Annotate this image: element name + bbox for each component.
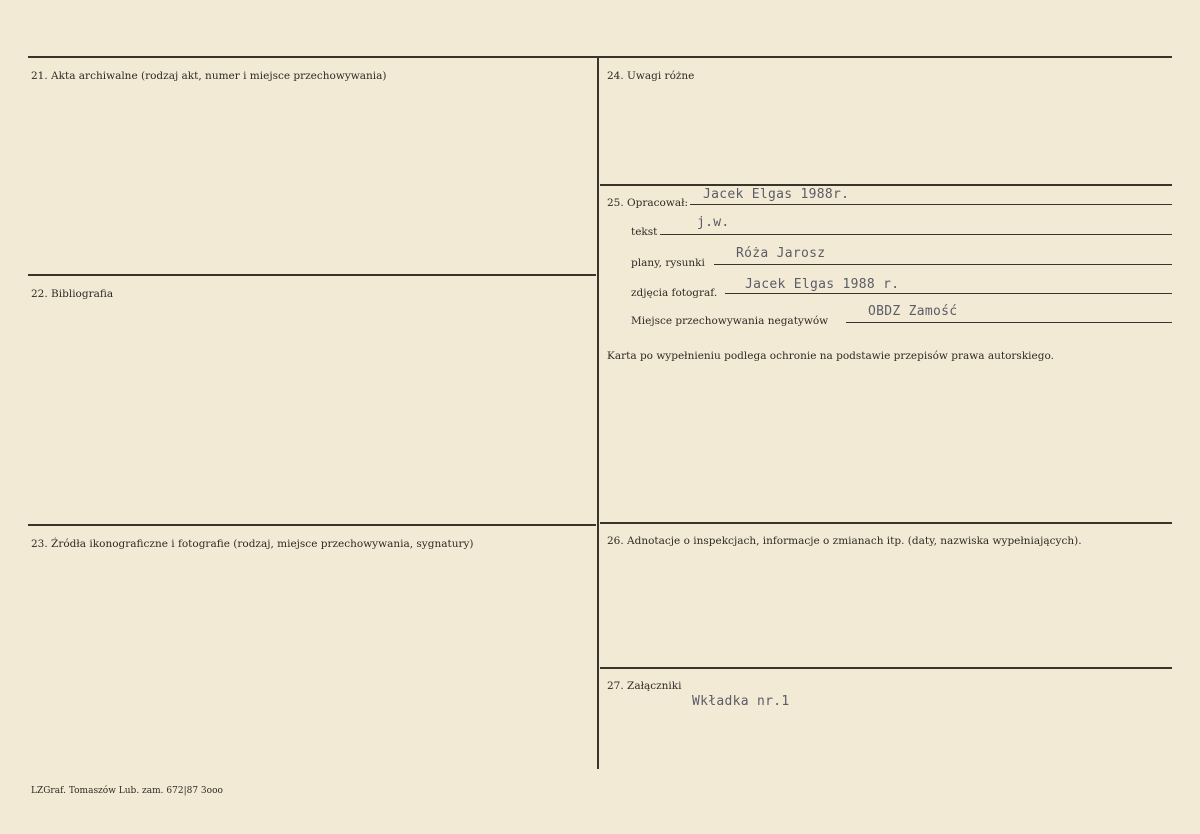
tekst-label: tekst xyxy=(631,226,658,238)
top-rule xyxy=(28,56,1172,58)
opracowal-line xyxy=(690,204,1172,205)
opracowal-label: 25. Opracował: xyxy=(607,197,689,209)
zdjecia-line xyxy=(725,293,1172,294)
plany-label: plany, rysunki xyxy=(631,257,705,269)
copyright-note: Karta po wypełnieniu podlega ochronie na podstawie przepisów prawa autorskiego. xyxy=(607,350,1054,362)
miejsce-label: Miejsce przechowywania negatywów xyxy=(631,315,829,327)
zalaczniki-value: Wkładka nr.1 xyxy=(692,694,790,709)
section-27-label: 27. Załączniki xyxy=(607,680,682,692)
zdjecia-label: zdjęcia fotograf. xyxy=(631,287,718,299)
left-rule-2 xyxy=(28,524,596,526)
section-26-label: 26. Adnotacje o inspekcjach, informacje o zmianach itp. (daty, nazwiska wypełniających). xyxy=(607,535,1082,547)
section-22-label: 22. Bibliografia xyxy=(31,288,114,300)
miejsce-line xyxy=(846,322,1172,323)
right-rule-2 xyxy=(600,522,1172,524)
center-divider xyxy=(597,57,599,769)
section-21-label: 21. Akta archiwalne (rodzaj akt, numer i miejsce przechowywania) xyxy=(31,70,387,82)
right-rule-1 xyxy=(600,184,1172,186)
left-rule-1 xyxy=(28,274,596,276)
printer-imprint: LZGraf. Tomaszów Lub. zam. 672|87 3ooo xyxy=(31,786,223,796)
right-rule-3 xyxy=(600,667,1172,669)
tekst-line xyxy=(660,234,1172,235)
opracowal-value: Jacek Elgas 1988r. xyxy=(703,187,850,202)
tekst-value: j.w. xyxy=(697,215,730,230)
plany-value: Róża Jarosz xyxy=(736,246,826,261)
zdjecia-value: Jacek Elgas 1988 r. xyxy=(745,277,900,292)
miejsce-value: OBDZ Zamość xyxy=(868,304,958,319)
plany-line xyxy=(714,264,1172,265)
section-23-label: 23. Źródła ikonograficzne i fotografie (rodzaj, miejsce przechowywania, sygnatury) xyxy=(31,538,474,550)
section-24-label: 24. Uwagi różne xyxy=(607,70,695,82)
